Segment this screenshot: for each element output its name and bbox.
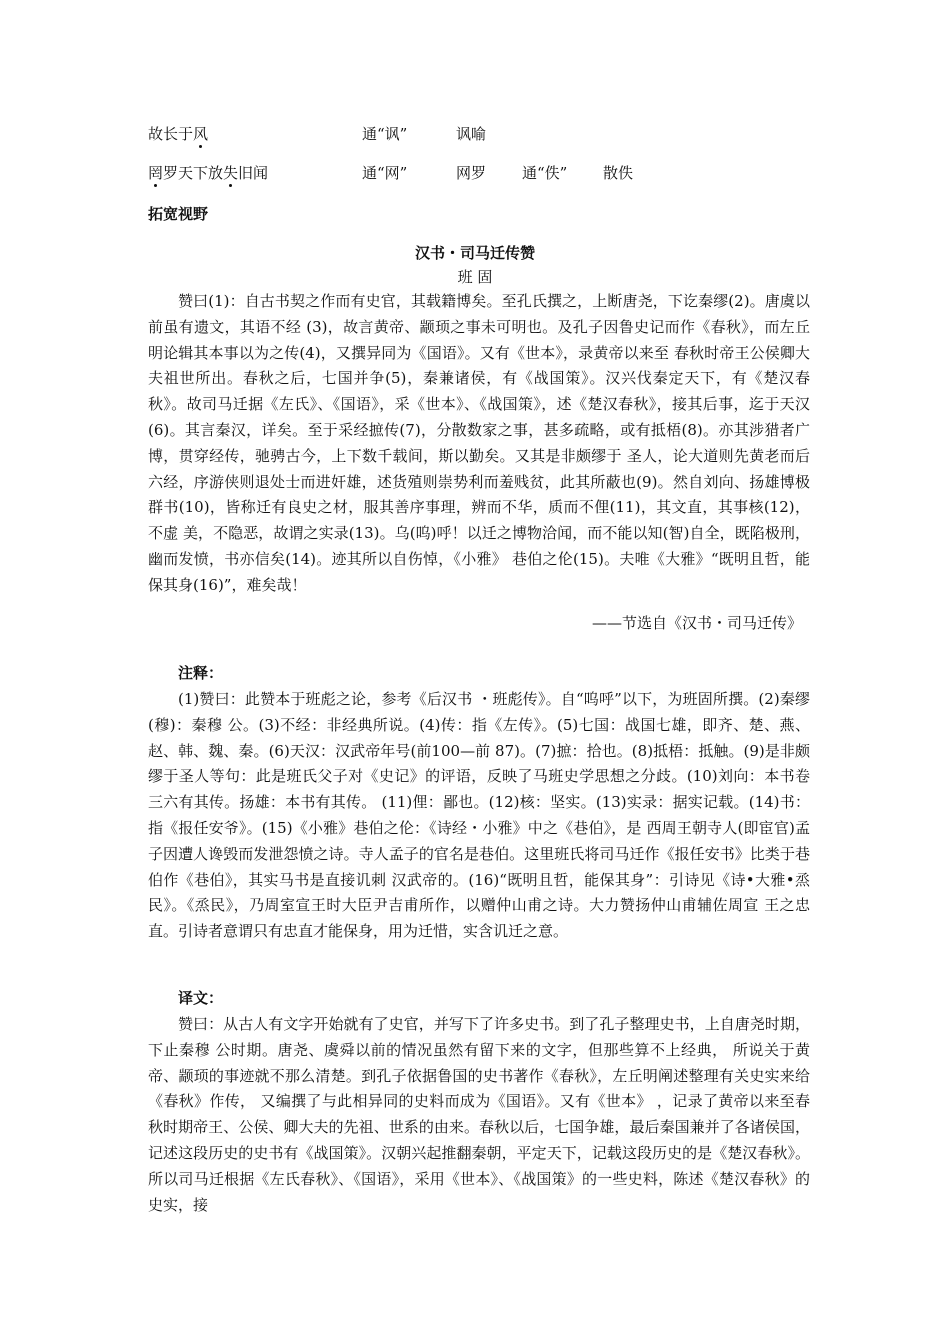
notes-body: (1)赞曰：此赞本于班彪之论，参考《后汉书 ・班彪传》。自“呜呼”以下，为班固所撰。(2)秦缪(穆)：秦穆 公。(3)不经：非经典所说。(4)传：指《左传》。(5)七国：战国七雄，即齐、楚、燕、赵、韩、魏、秦。(6)天汉：汉武帝年号(前100—前 87)。(7)摭：拾也。(8)抵梧：抵触。(9)是非颇缪于圣人等句：此是班氏父子对《史记》的评语，反映了马班史学思想之分歧。(10)刘向：本书卷 三六有其传。扬雄：本书有其传。 (11)俚：鄙也。(12)核：坚实。(13)实录：据实记载。(14)书：指《报任安爷》。(15)《小雅》巷伯之伦：《诗经・小雅》中之《巷伯》，是 西周王朝寺人(即宦官)孟子因遭人谗毁而发泄怨愤之诗。寺人孟子的官名是巷伯。这里班氏将司马迁作《报任安书》比类于巷伯作《巷伯》，其实马书是直接讥刺 汉武帝的。(16)“既明且哲，能保其身”：引诗见《诗•大雅•烝民》。《烝民》，乃周室宣王时大臣尹吉甫所作，以赠仲山甫之诗。大力赞扬仲山甫辅佐周宣 王之忠直。引诗者意谓只有忠直才能保身，用为迁惜，实含讥迁之意。 [148,690,810,941]
translation-body: 赞曰：从古人有文字开始就有了史官，并写下了许多史书。到了孔子整理史书，上自唐尧时期，下止秦穆 公时期。唐尧、虞舜以前的情况虽然有留下来的文字，但那些算不上经典， 所说关于黄帝、颛顼的事迹就不那么清楚。到孔子依据鲁国的史书著作《春秋》，左丘明阐述整理有关史实来给《春秋》作传， 又编撰了与此相异同的史料而成为《国语》。又有《世本》 ，记录了黄帝以来至春秋时期帝王、公侯、卿大夫的先祖、世系的由来。春秋以后，七国争雄，最后秦国兼并了各诸侯国，记述这段历史的史书有《战国策》。汉朝兴起推翻秦朝，平定天下，记载这段历史的是《楚汉春秋》。所以司马迁根据《左氏春秋》、《国语》，采用《世本》、《战国策》的一些史料，陈述《楚汉春秋》的史实，接 [148,1015,810,1214]
vocab-row-2 [148,163,268,183]
translation-heading: 译文： [178,989,224,1007]
section-heading: 拓宽视野 [148,205,209,223]
article-body: 赞曰(1)：自古书契之作而有史官，其载籍博矣。至孔氏撰之，上断唐尧，下讫秦缪(2)。唐虞以前虽有遗文，其语不经 (3)，故言黄帝、颛顼之事未可明也。及孔子因鲁史记而作《春秋》，而左丘明论辑其本事以为之传(4)，又撰异同为《国语》。又有《世本》，录黄帝以来至 春秋时帝王公侯卿大夫祖世所出。春秋之后，七国并争(5)，秦兼诸侯，有《战国策》。汉兴伐秦定天下，有《楚汉春秋》。故司马迁据《左氏》、《国语》，采《世本》、《战国策》，述《楚汉春秋》，接其后事，迄于天汉(6)。其言秦汉，详矣。至于采经摭传(7)，分散数家之事，甚多疏略，或有抵梧(8)。亦其涉猎者广博，贯穿经传，驰骋古今，上下数千载间，斯以勤矣。又其是非颇缪于 圣人，论大道则先黄老而后六经，序游侠则退处士而进奸雄，述货殖则崇势利而羞贱贫，此其所蔽也(9)。然自刘向、扬雄博极群书(10)，皆称迁有良史之材，服其善序事理，辨而不华，质而不俚(11)，其文直，其事核(12)，不虚 美，不隐恶，故谓之实录(13)。乌(呜)呼！以迁之博物洽闻，而不能以知(智)自全，既陷极刑，幽而发愤，书亦信矣(14)。迹其所以自伤悼，《小雅》 巷伯之伦(15)。夫唯《大雅》“既明且哲，能保其身(16)”，难矣哉！ [148,292,810,594]
vocab-tong: 通“讽” [362,125,408,143]
vocab-meaning: 讽喻 [456,125,487,143]
vocab-tong: 通“佚” [522,164,568,182]
notes-heading: 注释： [178,664,224,682]
vocab-meaning: 散佚 [603,164,634,182]
vocab-meaning: 网罗 [456,164,487,182]
vocab-phrase: 罔罗天下放失旧闻 [148,164,269,182]
article-title: 汉书・司马迁传赞 [414,244,535,262]
vocab-phrase: 故长于风 [148,125,209,143]
vocab-row-1 [148,124,208,144]
article-source: ——节选自《汉书・司马迁传》 [591,614,802,632]
vocab-tong: 通“网” [362,164,408,182]
article-author: 班 固 [457,268,493,286]
